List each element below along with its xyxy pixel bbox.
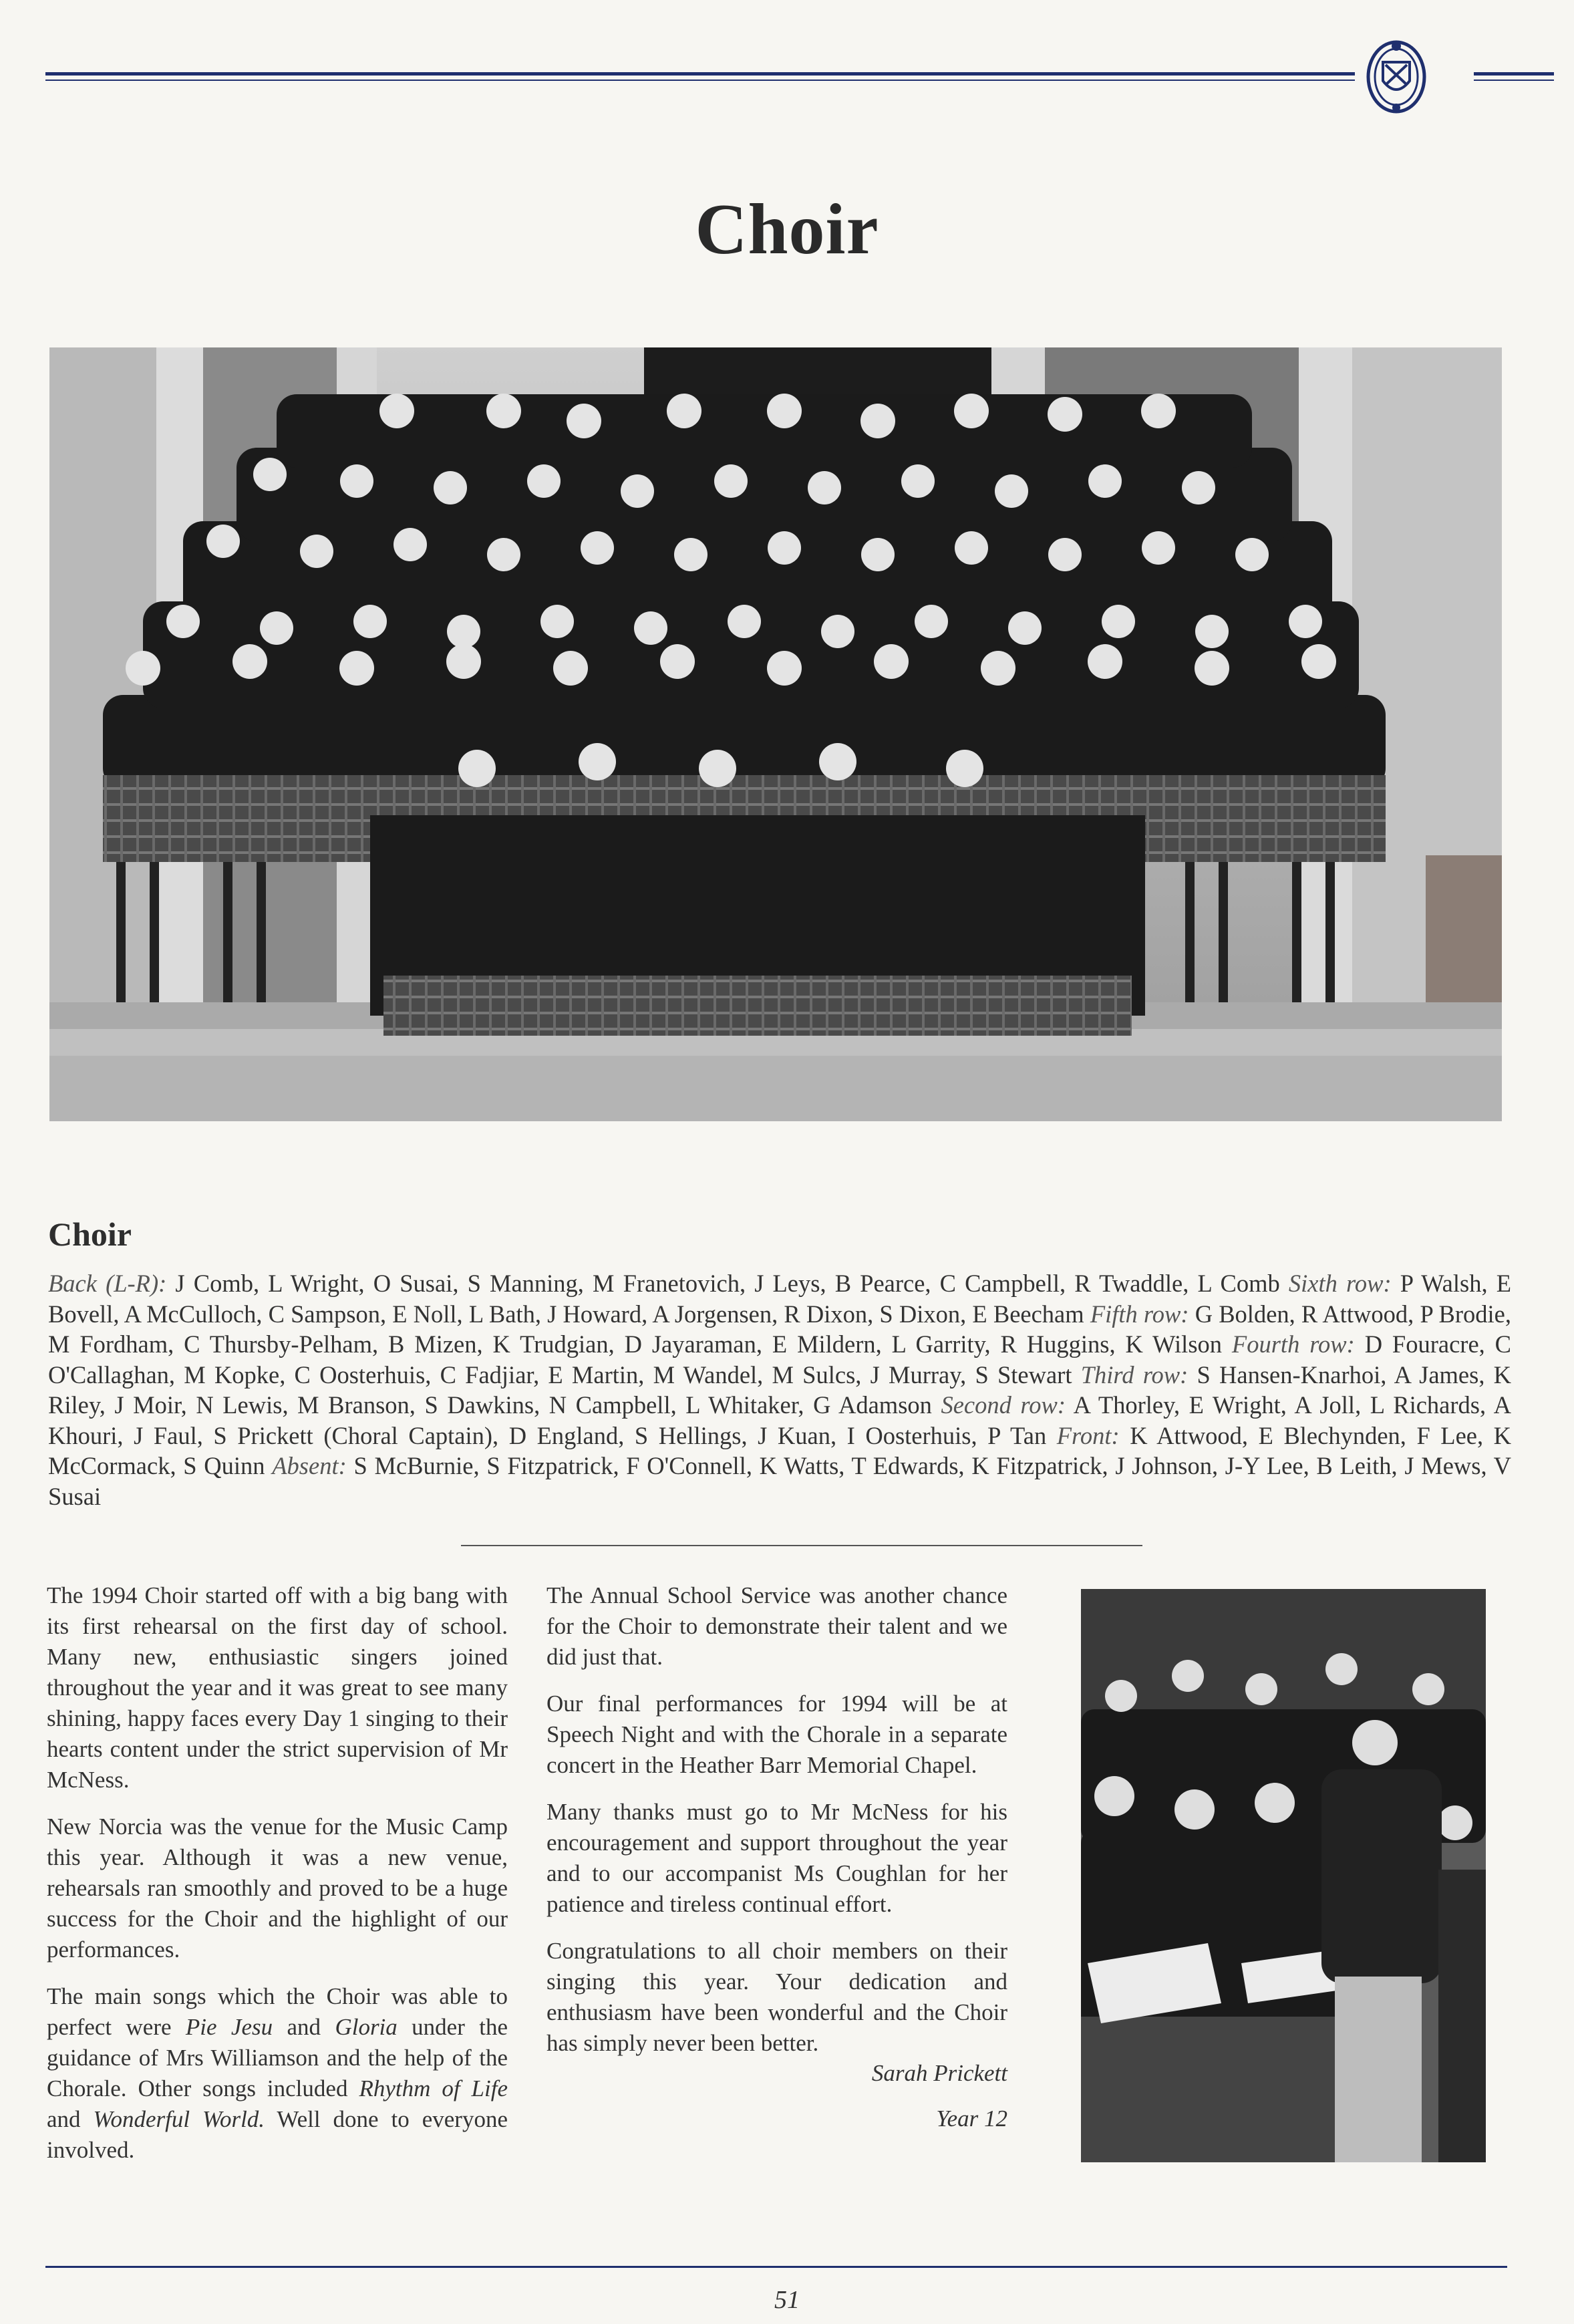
row-names: D Fouracre, C O'Callaghan, M Kopke, C Oosterhuis, C Fadjiar, E Martin, M Wandel, M Sulcs, J Murray, S Stewart	[48, 1330, 1511, 1389]
row-label: Third row:	[1080, 1360, 1189, 1389]
article-column-1	[47, 1580, 508, 2182]
row-label: Fourth row:	[1231, 1330, 1355, 1358]
page-number: 51	[774, 2286, 800, 2314]
song-title: Gloria	[335, 2014, 398, 2040]
article-paragraph: The 1994 Choir started off with a big bang with its first rehearsal on the first day of school. Many new, enthusiastic singers joined throughout the year and it was great to see many shining, happy faces every Day 1 singing to their hearts content under the strict supervision of Mr McNess.	[47, 1582, 508, 1793]
choir-group-photo	[49, 347, 1502, 1121]
song-title: Rhythm of Life	[359, 2075, 508, 2101]
article-paragraph: New Norcia was the venue for the Music Camp this year. Although it was a new venue, rehearsals ran smoothly and proved to be a huge success for the Choir and the highlight of our performances.	[47, 1813, 508, 1963]
article-paragraph: The main songs which the Choir was able to perfect were Pie Jesu and Gloria under the guidance of Mrs Williamson and the help of the Chorale. Other songs included Rhythm of Life and Wonderful World. Well done to everyone involved.	[47, 1983, 508, 2163]
row-names: S McBurnie, S Fitzpatrick, F O'Connell, K Watts, T Edwards, K Fitzpatrick, J Johnson, J-Y Lee, B Leith, J Mews, V Susai	[48, 1452, 1512, 1510]
section-divider	[461, 1545, 1142, 1546]
author-name: Sarah Prickett	[871, 2060, 1007, 2086]
caption-heading: Choir	[48, 1215, 132, 1253]
article-paragraph: Our final performances for 1994 will be at Speech Night and with the Chorale in a separate concert in the Heather Barr Memorial Chapel.	[546, 1691, 1007, 1778]
row-label: Second row:	[941, 1391, 1066, 1419]
article-paragraph: The Annual School Service was another chance for the Choir to demonstrate their talent and we did just that.	[546, 1582, 1007, 1670]
row-label: Sixth row:	[1288, 1270, 1392, 1297]
row-names: P Walsh, E Bovell, A McCulloch, C Sampson, E Noll, L Bath, J Howard, A Jorgensen, R Dixon, S Dixon, E Beecham	[48, 1270, 1511, 1328]
article-column-2	[546, 1580, 1007, 2150]
row-label: Front:	[1056, 1421, 1120, 1449]
row-label: Fifth row:	[1090, 1300, 1189, 1328]
row-names: J Comb, L Wright, O Susai, S Manning, M Franetovich, J Leys, B Pearce, C Campbell, R Twaddle, L Comb	[175, 1270, 1280, 1297]
row-names: A Thorley, E Wright, A Joll, L Richards, A Khouri, J Faul, S Prickett (Choral Captain), D England, S Hellings, J Kuan, I Oosterhuis, P Tan	[48, 1391, 1511, 1449]
footer-rule	[45, 2266, 1507, 2268]
author-year: Year 12	[936, 2105, 1007, 2132]
caption-names	[48, 1268, 1511, 1511]
row-names: G Bolden, R Attwood, P Brodie, M Fordham, C Thursby-Pelham, B Mizen, K Trudgian, D Jayaraman, E Mildern, L Garrity, R Huggins, K Wilson	[48, 1300, 1512, 1358]
article-paragraph: Many thanks must go to Mr McNess for his encouragement and support throughout the year and to our accompanist Ms Coughlan for her patience and tireless continual effort.	[546, 1799, 1007, 1917]
song-title: Pie Jesu	[185, 2014, 273, 2040]
article-paragraph: Congratulations to all choir members on their singing this year. Your dedication and enthusiasm have been wonderful and the Choir has simply never been better.	[546, 1938, 1007, 2056]
row-names: S Hansen-Knarhoi, A James, K Riley, J Moir, N Lewis, M Branson, S Dawkins, N Campbell, L Whitaker, G Adamson	[48, 1360, 1512, 1419]
choir-rehearsal-photo	[1081, 1589, 1486, 2162]
row-names: K Attwood, E Blechynden, F Lee, K McCormack, S Quinn	[48, 1421, 1512, 1479]
song-title: Wonderful World.	[93, 2106, 265, 2132]
school-crest-icon	[1363, 37, 1430, 116]
row-label: Absent:	[272, 1452, 347, 1479]
page-title: Choir	[695, 190, 879, 270]
row-label: Back (L-R):	[48, 1270, 167, 1297]
